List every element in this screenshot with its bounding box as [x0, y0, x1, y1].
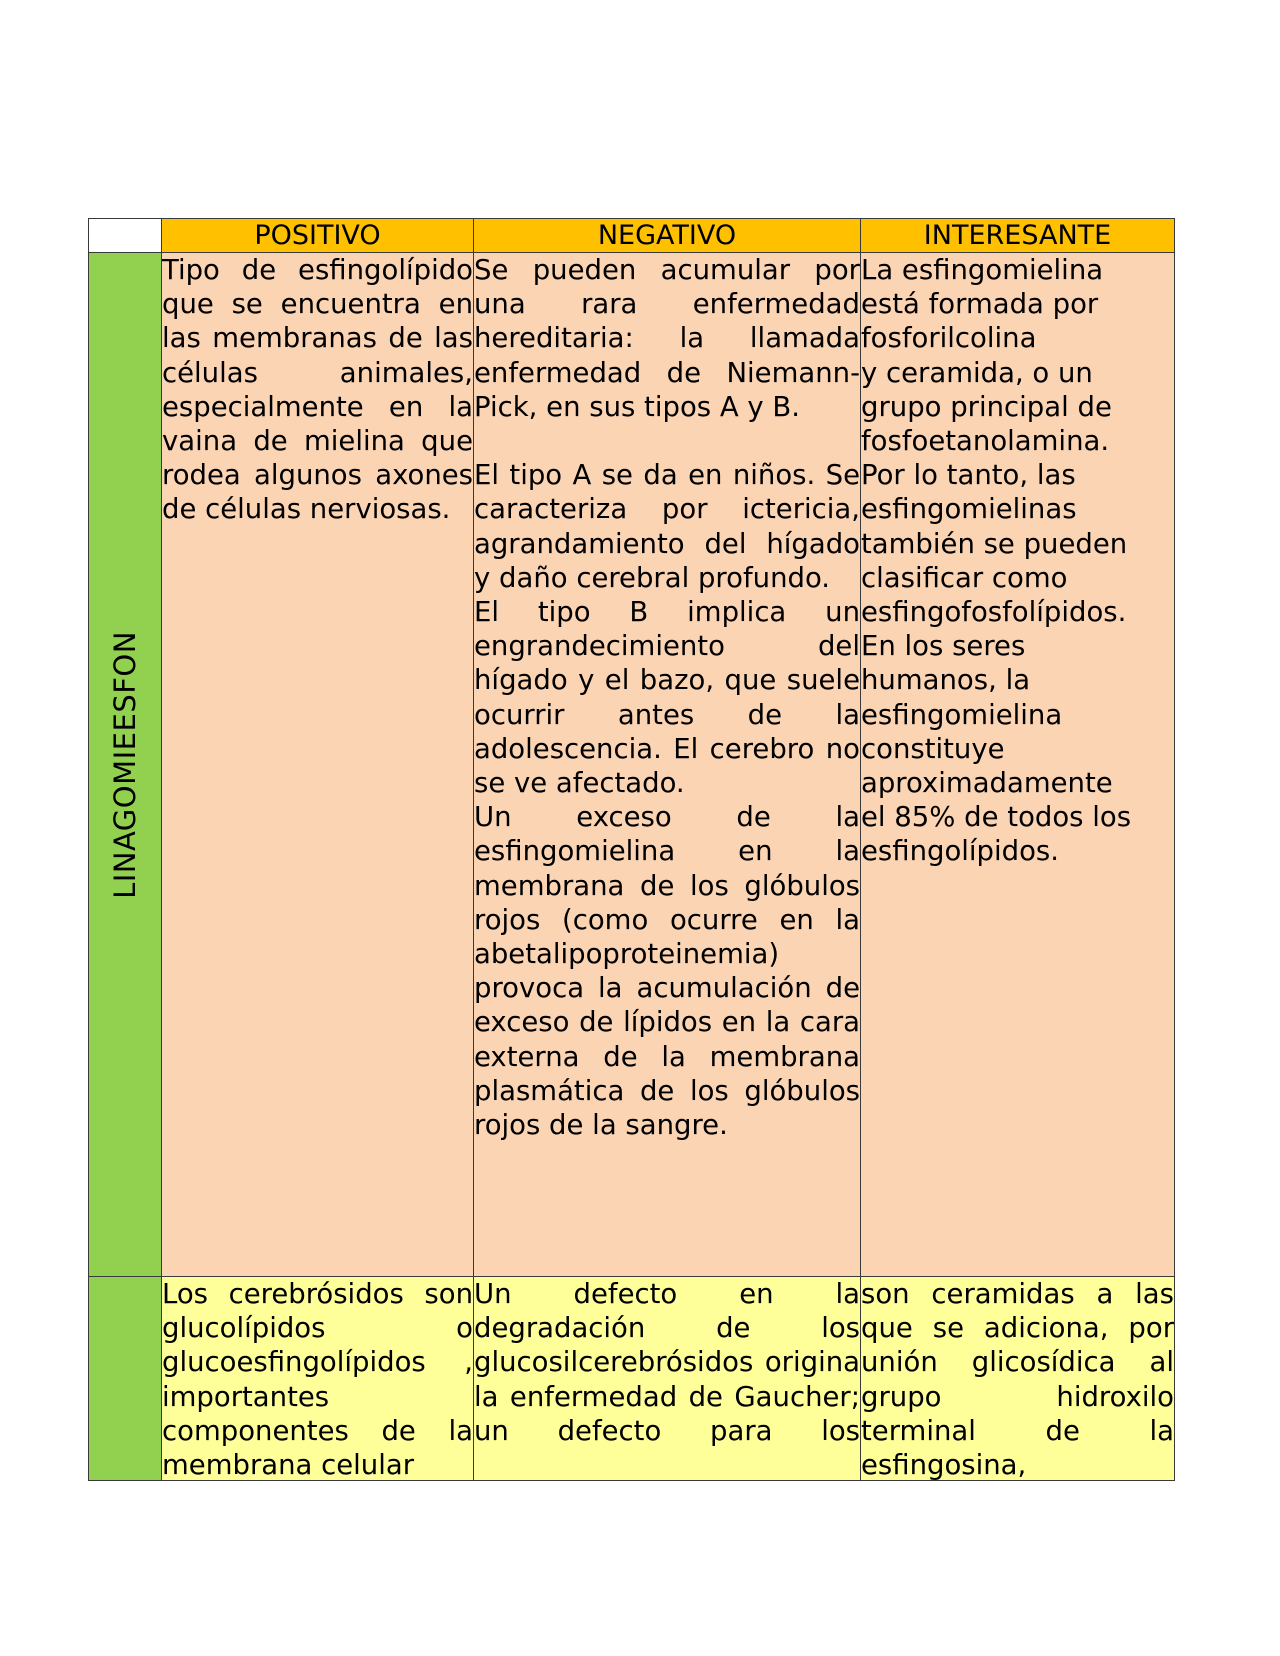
interesante-line: esfingofosfolípidos.: [861, 596, 1127, 629]
interesante-line: esfingomielinas: [861, 493, 1077, 526]
interesante-line: fosfoetanolamina.: [861, 425, 1110, 458]
interesante-line: humanos, la: [861, 664, 1031, 697]
header-negativo: NEGATIVO: [474, 219, 861, 253]
cell-interesante: [861, 1277, 1175, 1481]
interesante-line: La esfingomielina: [861, 254, 1104, 286]
row-side-cell: [89, 253, 162, 1277]
interesante-line: Por lo tanto, las: [861, 459, 1076, 492]
comparison-table: [88, 218, 1175, 1481]
table-row: [89, 1277, 1175, 1481]
cell-positivo: [162, 1277, 474, 1481]
corner-cell: [89, 219, 162, 253]
interesante-line: esfingomielina: [861, 698, 1063, 731]
interesante-line: En los seres: [861, 630, 1026, 663]
interesante-line: esfingolípidos.: [861, 835, 1060, 868]
interesante-line: el 85% de todos los: [861, 801, 1132, 834]
cell-positivo: [162, 253, 474, 1277]
header-positivo: POSITIVO: [162, 219, 474, 253]
interesante-line: también se pueden: [861, 527, 1128, 560]
interesante-text: [861, 253, 1174, 869]
interesante-line: y ceramida, o un: [861, 356, 1093, 389]
interesante-line: está formada por: [861, 288, 1099, 321]
row-side-label: LINAGOMIEESFON: [108, 630, 142, 899]
negativo-paragraph: Se pueden acumular por una rara enfermedad hereditaria: la llamada enfermedad de Niemann-Pick, en sus tipos A y B.: [474, 254, 860, 423]
negativo-paragraph: Un exceso de la esfingomielina en la membrana de los glóbulos rojos (como ocurre en la abetalipoproteinemia) provoca la acumulación de exceso de lípidos en la cara externa de la membrana plasmática de los glóbulos rojos de la sangre.: [474, 801, 860, 1142]
table-row: [89, 253, 1175, 1277]
cell-interesante: [861, 253, 1175, 1277]
negativo-paragraph: El tipo B implica un engrandecimiento del hígado y el bazo, que suele ocurrir antes de la adolescencia. El cerebro no se ve afectado.: [474, 596, 860, 800]
interesante-line: clasificar como: [861, 561, 1068, 594]
negativo-paragraph: El tipo A se da en niños. Se caracteriza por ictericia, agrandamiento del hígado y daño cerebral profundo.: [474, 459, 860, 594]
cell-negativo: [474, 1277, 861, 1481]
interesante-text: son ceramidas a las que se adiciona, por unión glicosídica al grupo hidroxilo terminal de la esfingosina,: [861, 1278, 1174, 1480]
header-interesante: INTERESANTE: [861, 219, 1175, 253]
interesante-line: grupo principal de: [861, 390, 1112, 423]
header-row: [89, 219, 1175, 253]
row-side-cell: [89, 1277, 162, 1481]
interesante-line: constituye: [861, 732, 1005, 765]
interesante-line: aproximadamente: [861, 767, 1113, 800]
cell-negativo: [474, 253, 861, 1277]
positivo-text: Los cerebrósidos son glucolípidos o glucoesfingolípidos , importantes componentes de la membrana celular: [162, 1278, 473, 1480]
positivo-text: Tipo de esfingolípido que se encuentra en las membranas de las células animales, especialmente en la vaina de mielina que rodea algunos axones de células nerviosas.: [162, 254, 473, 526]
negativo-text: Un defecto en la degradación de los glucosilcerebrósidos origina la enfermedad de Gaucher; un defecto para los: [474, 1278, 860, 1447]
interesante-line: fosforilcolina: [861, 322, 1037, 355]
